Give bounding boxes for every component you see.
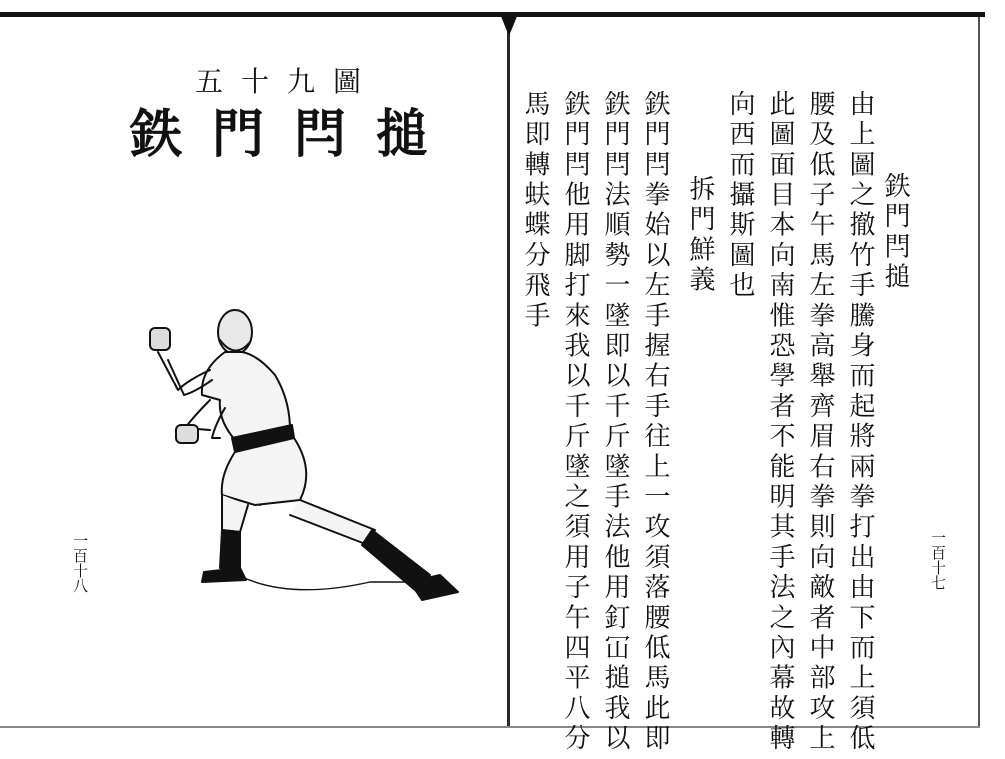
section-heading: 鉄門閂搥 xyxy=(880,172,910,293)
text-column: 由上圖之撤竹手騰身而起將兩拳打出由下而上須低 xyxy=(845,90,875,755)
top-margin xyxy=(0,0,1005,14)
martial-artist-figure-icon xyxy=(140,300,480,610)
page-edge xyxy=(978,17,980,727)
right-page-number: 一百十七 xyxy=(929,530,947,590)
text-column: 鉄門閂他用脚打來我以千斤墜之須用子午四平八分 xyxy=(560,90,590,755)
figure-title: 鉄門閂搥 xyxy=(130,104,459,165)
book-spine xyxy=(507,14,510,726)
text-column: 鉄門閂法順勢一墜即以千斤墜手法他用釘冚搥我以 xyxy=(600,90,630,755)
text-column: 向西而攝斯圖也 xyxy=(725,90,755,302)
subsection-heading: 拆門鮮義 xyxy=(685,175,715,296)
text-column: 此圖面目本向南惟恐學者不能明其手法之內幕故轉 xyxy=(765,90,795,755)
text-column: 鉄門閂拳始以左手握右手往上一攻須落腰低馬此即 xyxy=(640,90,670,755)
text-column: 腰及低子午馬左拳高舉齊眉右拳則向敵者中部攻上 xyxy=(805,90,835,755)
spine-mark-icon xyxy=(500,14,518,36)
left-page-number: 一百十八 xyxy=(71,533,89,593)
figure-label: 五十九圖 xyxy=(195,65,380,98)
text-column: 馬即轉蚨蝶分飛手 xyxy=(520,90,550,332)
